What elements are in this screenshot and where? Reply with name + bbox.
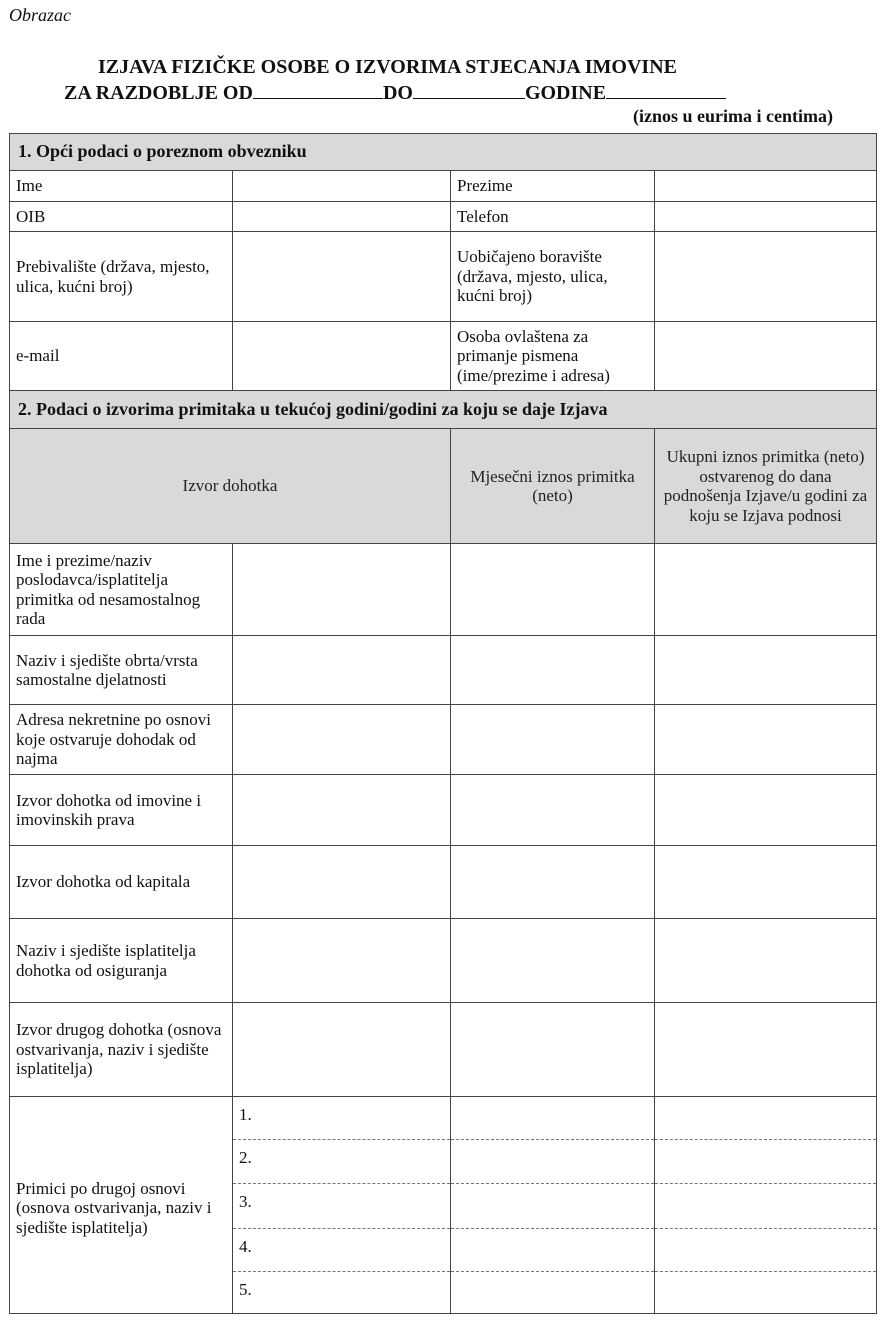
total-field[interactable]: [655, 1003, 877, 1097]
monthly-field[interactable]: [451, 1229, 655, 1272]
total-field[interactable]: [655, 1229, 877, 1272]
field-prezime[interactable]: [655, 171, 877, 202]
source-field[interactable]: [233, 544, 451, 636]
other-item-1[interactable]: 1.: [233, 1097, 451, 1140]
col-mjesecni-iznos: Mjesečni iznos primitka (neto): [451, 429, 655, 544]
total-field[interactable]: [655, 636, 877, 705]
total-field[interactable]: [655, 1097, 877, 1140]
period-mid: DO: [382, 82, 413, 104]
period-prefix: ZA RAZDOBLJE OD: [64, 82, 253, 104]
total-field[interactable]: [655, 1272, 877, 1314]
total-field[interactable]: [655, 705, 877, 775]
other-item-4[interactable]: 4.: [233, 1229, 451, 1272]
source-field[interactable]: [233, 636, 451, 705]
source-field[interactable]: [233, 1003, 451, 1097]
row-label: Adresa nekretnine po osnovi koje ostvaruje dohodak od najma: [10, 705, 233, 775]
source-field[interactable]: [233, 846, 451, 919]
field-telefon[interactable]: [655, 202, 877, 232]
other-item-3[interactable]: 3.: [233, 1184, 451, 1229]
monthly-field[interactable]: [451, 636, 655, 705]
monthly-field[interactable]: [451, 919, 655, 1003]
period-suffix: GODINE: [524, 82, 607, 104]
monthly-field[interactable]: [451, 1184, 655, 1229]
total-field[interactable]: [655, 544, 877, 636]
source-field[interactable]: [233, 705, 451, 775]
source-field[interactable]: [233, 919, 451, 1003]
label-email: e-mail: [10, 322, 233, 391]
field-email[interactable]: [233, 322, 451, 391]
section1-heading: 1. Opći podaci o poreznom obvezniku: [10, 134, 877, 171]
amount-note: (iznos u eurima i centima): [633, 106, 833, 126]
source-field[interactable]: [233, 775, 451, 846]
field-prebivaliste[interactable]: [233, 232, 451, 322]
label-prebivaliste: Prebivalište (država, mjesto, ulica, kućni broj): [10, 232, 233, 322]
label-ime: Ime: [10, 171, 233, 202]
total-field[interactable]: [655, 775, 877, 846]
row-label: Ime i prezime/naziv poslodavca/isplatitelja primitka od nesamostalnog rada: [10, 544, 233, 636]
total-field[interactable]: [655, 1184, 877, 1229]
period-to-field[interactable]: [413, 80, 525, 99]
row-label: Naziv i sjedište obrta/vrsta samostalne djelatnosti: [10, 636, 233, 705]
monthly-field[interactable]: [451, 705, 655, 775]
field-ovlastena-osoba[interactable]: [655, 322, 877, 391]
field-oib[interactable]: [233, 202, 451, 232]
row-label: Izvor dohotka od imovine i imovinskih prava: [10, 775, 233, 846]
label-boraviste: Uobičajeno boravište (država, mjesto, ulica, kućni broj): [451, 232, 655, 322]
total-field[interactable]: [655, 1140, 877, 1184]
section2-heading: 2. Podaci o izvorima primitaka u tekućoj godini/godini za koju se daje Izjava: [10, 391, 877, 429]
row-label: Izvor dohotka od kapitala: [10, 846, 233, 919]
period-from-field[interactable]: [253, 80, 383, 99]
other-income-label: Primici po drugoj osnovi (osnova ostvarivanja, naziv i sjedište isplatitelja): [10, 1097, 233, 1314]
row-label: Izvor drugog dohotka (osnova ostvarivanja, naziv i sjedište isplatitelja): [10, 1003, 233, 1097]
field-ime[interactable]: [233, 171, 451, 202]
other-item-5[interactable]: 5.: [233, 1272, 451, 1314]
other-item-2[interactable]: 2.: [233, 1140, 451, 1184]
monthly-field[interactable]: [451, 846, 655, 919]
field-boraviste[interactable]: [655, 232, 877, 322]
monthly-field[interactable]: [451, 1140, 655, 1184]
label-ovlastena-osoba: Osoba ovlaštena za primanje pismena (ime/prezime i adresa): [451, 322, 655, 391]
period-line: [0, 80, 881, 105]
monthly-field[interactable]: [451, 544, 655, 636]
monthly-field[interactable]: [451, 775, 655, 846]
monthly-field[interactable]: [451, 1272, 655, 1314]
label-telefon: Telefon: [451, 202, 655, 232]
total-field[interactable]: [655, 919, 877, 1003]
total-field[interactable]: [655, 846, 877, 919]
label-oib: OIB: [10, 202, 233, 232]
col-izvor-dohotka: Izvor dohotka: [10, 429, 451, 544]
label-prezime: Prezime: [451, 171, 655, 202]
form-label: Obrazac: [9, 5, 71, 25]
year-field[interactable]: [606, 80, 726, 99]
declaration-table: [9, 133, 877, 1314]
row-label: Naziv i sjedište isplatitelja dohotka od osiguranja: [10, 919, 233, 1003]
form-title: IZJAVA FIZIČKE OSOBE O IZVORIMA STJECANJA IMOVINE: [98, 56, 677, 78]
monthly-field[interactable]: [451, 1097, 655, 1140]
col-ukupni-iznos: Ukupni iznos primitka (neto) ostvarenog do dana podnošenja Izjave/u godini za koju se Izjava podnosi: [655, 429, 877, 544]
monthly-field[interactable]: [451, 1003, 655, 1097]
